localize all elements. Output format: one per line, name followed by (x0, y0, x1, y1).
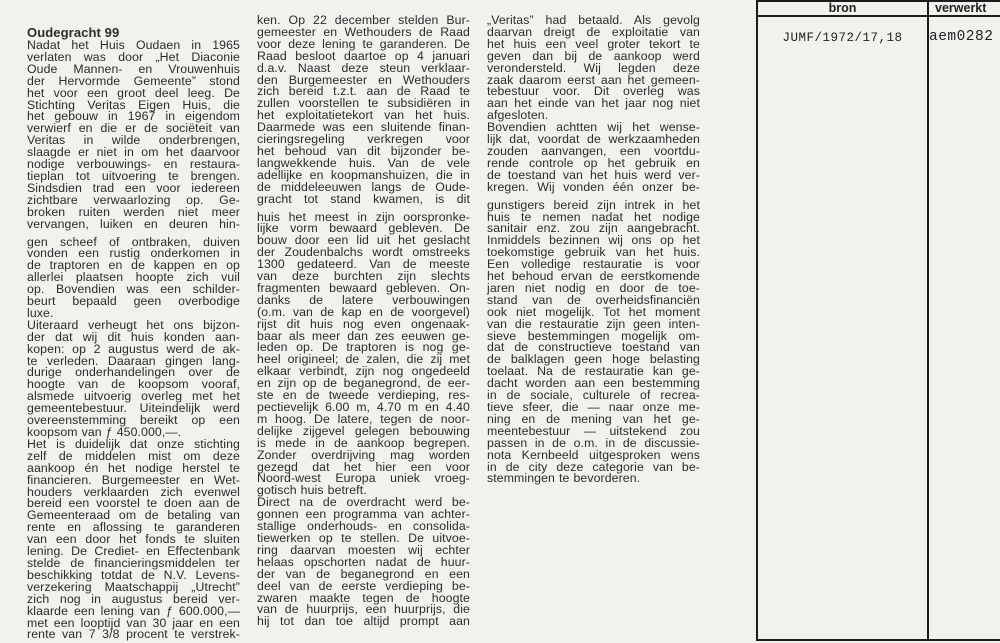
paragraph (257, 209, 470, 498)
text-line: ste en de tweede verdieping, res- (257, 388, 470, 403)
article-column-1 (27, 27, 240, 641)
text-line: verzekering Maatschappij „Utrecht” (27, 579, 240, 594)
text-line: gen scheef of ontbraken, duiven (27, 234, 240, 249)
text-line: lijke vorm bewaard gebleven. De (257, 221, 470, 236)
text-line: rijst dit huis nog even ongenaak- (257, 316, 470, 331)
text-line: gemeentebestuur. Uiteindelijk werd (27, 401, 240, 416)
register-header-verwerkt: verwerkt (935, 1, 987, 15)
text-line: Sindsdien trad een voor iedereen (27, 180, 240, 195)
text-line: huis het meest in zijn oorspronke- (257, 209, 470, 224)
text-line: daarvan dreigt de exploitatie van (487, 24, 700, 39)
text-line: van een door het fonds te sluiten (27, 532, 240, 547)
text-line: Oude Mannen- en Vrouwenhuis (27, 61, 240, 76)
text-line: afgesloten. (487, 108, 549, 123)
register-value-bron: JUMF/1972/17,18 (782, 31, 903, 45)
text-line: baar als meer dan zes eeuwen ge- (257, 328, 470, 343)
text-line: delijke zijgevel gelegen bebouwing (257, 423, 470, 438)
register-value-verwerkt: aem0282 (929, 29, 994, 45)
text-line: van die restauratie zijn geen inten- (487, 316, 700, 331)
text-line: vonden een rustig onderkomen in (27, 246, 240, 261)
text-line: tieve sfeer, die — naar onze me- (487, 400, 700, 414)
text-line: danks de latere verbouwingen (257, 292, 470, 307)
paragraph (27, 40, 240, 231)
text-line: lening. De Crediet- en Effectenbank (27, 544, 240, 559)
text-line: klaarde een lening van ƒ 600.000,— (27, 603, 240, 618)
text-line: het huis een veel groter tekort te (487, 36, 700, 51)
text-line: toelaat. Na de restauratie kan ge- (487, 364, 700, 379)
text-line: Bovendien achtten wij het wense- (487, 120, 700, 135)
text-line: Veritas in wilde onderbrengen, (27, 133, 240, 148)
text-line: m hoog. De latere, tegen de noor- (257, 411, 470, 426)
text-line: rente en aflossing te garanderen (27, 520, 240, 535)
text-line: der van de beganegrond en een (257, 566, 470, 581)
text-line: cieringsregeling verkregen voor (257, 132, 470, 147)
text-line: lijk dat, voordat de werkzaamheden (487, 132, 700, 147)
text-line: toekomstige gebruik van het huis. (487, 245, 700, 260)
text-line: de middeleeuwen langs de Oude- (257, 179, 470, 194)
text-line: (o.m. van de kap en de voorgevel) (257, 304, 470, 319)
text-line: jaren niet nodig en door de toe- (487, 280, 700, 295)
text-line: gonnen een programma van achter- (257, 507, 470, 522)
text-line: gemeester en Wethouders de Raad (257, 24, 470, 39)
article-heading: Oudegracht 99 (27, 25, 120, 40)
text-line: stand van de overheidsfinanciën (487, 292, 700, 307)
register-table (756, 0, 1000, 641)
text-line: geven dan bij de aankoop werd (487, 48, 700, 63)
text-line: is mede in de aankoop begrepen. (257, 435, 470, 450)
text-line: nota Kernbeeld uitgesproken wens (487, 447, 700, 462)
text-line: elkaar verbindt, zijn nog ongedeeld (257, 364, 470, 379)
text-line: passen in de o.m. in de discussie- (487, 435, 700, 450)
paragraph (27, 234, 240, 320)
text-line: in de sociale, culturele of recrea- (487, 388, 700, 403)
text-line: ken. Op 22 december stelden Bur- (257, 13, 470, 27)
text-line: ring daarvan moesten wij echter (257, 542, 470, 557)
text-line: de traptoren en de kappen en op (27, 258, 240, 273)
text-line: het behoud ervan de eerstkomende (487, 269, 700, 284)
text-line: Direct na de overdracht werd be- (257, 495, 470, 510)
text-line: zich nog in augustus bereid ver- (27, 591, 240, 606)
text-line: „Veritas” had betaald. Als gevolg (487, 13, 700, 27)
paragraph (257, 497, 470, 628)
text-line: verondersteld. Wij legden deze (487, 60, 700, 75)
text-line: financieren. Burgemeester en Wet- (27, 472, 240, 487)
text-line: rente van 7 3/8 procent te verstrek- (27, 627, 240, 642)
text-line: bereid een voorstel te doen aan de (27, 496, 240, 511)
text-line: heel origineel; de zalen, die zij met (257, 352, 470, 367)
text-line: slaagde er niet in om het daarvoor (27, 145, 240, 160)
text-line: tieplan tot uitvoering te brengen. (27, 168, 240, 183)
text-line: gotisch huis betreft. (257, 483, 367, 498)
text-line: bouw door een lid uit het geslacht (257, 233, 470, 248)
text-line: met een looptijd van 30 jaar en een (27, 615, 240, 630)
text-line: het voor een groot deel leeg. De (27, 85, 240, 100)
text-line: allerlei plaatsen hoopte zich vuil (27, 270, 240, 285)
text-line: in de city deze categorie van be- (487, 459, 700, 474)
text-line: zwaren maakte tegen de hoogte (257, 590, 470, 605)
text-line: Stichting Veritas Eigen Huis, die (27, 97, 240, 112)
text-line: Een volledige restauratie is voor (487, 257, 700, 272)
text-line: beurt bepaald geen overbodige (27, 294, 240, 309)
paragraph (487, 197, 700, 486)
text-line: vervangen, luiken en deuren hin- (27, 216, 240, 231)
text-line: tiewerken op te stellen. De uitvoe- (257, 530, 470, 545)
text-line: het behoud van dit bijzonder be- (257, 143, 470, 158)
text-line: der Hervormde Gemeente” stond (27, 73, 240, 88)
text-line: de balklagen geen hoge belasting (487, 352, 700, 367)
text-line: durige onderhandelingen over de (27, 365, 240, 380)
paragraph (487, 15, 700, 122)
text-line: Uiteraard verheugt het ons bijzon- (27, 317, 240, 332)
article-column-2 (257, 15, 470, 628)
text-line: fragmenten bewaard gebleven. On- (257, 280, 470, 295)
text-line: luxe. (27, 305, 54, 320)
text-line: beschikking totdat de N.V. Levens- (27, 567, 240, 582)
text-line: langwekkende huis. Van de vele (257, 155, 470, 170)
register-header-underline (758, 15, 1000, 17)
text-line: ning en de mening van het ge- (487, 411, 700, 426)
text-line: dacht worden aan een bestemming (487, 376, 700, 391)
text-line: Noord-west Europa uniek vroeg- (257, 471, 470, 486)
paragraph (487, 122, 700, 193)
text-line: Inmiddels bezinnen wij ons op het (487, 233, 700, 248)
text-line: Gemeenteraad om de betaling van (27, 508, 240, 523)
text-line: den Burgemeester en Wethouders (257, 72, 470, 87)
text-line: adellijke en koopmanshuizen, die in (257, 167, 470, 182)
text-line: alsmede uitvoerig overleg met het (27, 389, 240, 404)
text-line: meentebestuur — uitstekend zou (487, 423, 700, 438)
text-line: gracht tot stand kwamen, is dit (257, 191, 470, 206)
text-line: gunstigers bereid zijn intrek in het (487, 197, 700, 212)
paragraph (257, 15, 470, 206)
text-line: zelf de middelen mist om deze (27, 448, 240, 463)
text-line: kopen: op 2 augustus werd de ak- (27, 341, 240, 356)
text-line: de toestand van het huis werd ver- (487, 167, 700, 182)
article-column-3 (487, 15, 700, 485)
text-line: en zijn op de beganegrond, de eer- (257, 376, 470, 391)
text-line: pectievelijk 6.00 m, 4.70 m en 4.40 (257, 400, 470, 414)
text-line: zullen voorstellen te subsidiëren in (257, 96, 470, 111)
text-line: verwierf en die er de sociëteit van (27, 121, 240, 136)
text-line: gezegd dat het hier een voor (257, 459, 470, 474)
text-line: Daarmede was een sluitende finan- (257, 120, 470, 135)
text-line: hoogte van de koopsom vooraf, (27, 377, 240, 392)
register-header-bron: bron (828, 1, 857, 15)
register-column-divider (927, 2, 929, 639)
text-line: sanitair enz. zou zijn aangebracht. (487, 221, 700, 236)
text-line: voor deze lening te garanderen. De (257, 36, 470, 51)
text-line: rende controle op het gebruik en (487, 155, 700, 170)
text-line: helaas opschorten nadat de huur- (257, 554, 470, 569)
text-line: d.a.v. Naast deze steun verklaar- (257, 60, 470, 75)
text-line: zich bereid t.z.t. aan de Raad te (257, 84, 470, 99)
text-line: kregen. Wij vonden één onzer be- (487, 179, 700, 194)
text-line: stelde de financieringsmiddelen ter (27, 555, 240, 570)
text-line: zichtbare verwaarlozing op. Ge- (27, 192, 240, 207)
text-line: deel van de eerste verdieping be- (257, 578, 470, 593)
text-line: van de huurprijs, een huurprijs, die (257, 602, 470, 617)
text-line: aankoop én het nodige herstel te (27, 460, 240, 475)
text-line: broken ruiten werden niet meer (27, 204, 240, 219)
text-line: 1300 gedateerd. Van de meeste (257, 257, 470, 272)
text-line: hij tot dan toe altijd prompt aan (257, 614, 470, 629)
text-line: verlaten was door „Het Diaconie (27, 49, 240, 64)
text-line: Het is duidelijk dat onze stichting (27, 436, 240, 451)
paragraph (27, 436, 240, 642)
text-line: het exploitatietekort van het huis. (257, 108, 470, 123)
text-line: stallige onderhouds- en consolida- (257, 519, 470, 534)
text-line: der dat wij dit huis konden aan- (27, 329, 240, 344)
text-line: leden op. De traptoren is nog ge- (257, 340, 470, 355)
text-line: aan het einde van het jaar nog niet (487, 96, 700, 111)
text-line: ook niet mogelijk. Tot het moment (487, 304, 700, 319)
text-line: houders verklaarden zich evenwel (27, 484, 240, 499)
text-line: het gebouw in 1967 in eigendom (27, 109, 240, 124)
text-line: dat de constructieve toestand van (487, 340, 700, 355)
text-line: tebestuur voor. Dit overleg was (487, 84, 700, 99)
text-line: Zonder overdrijving mag worden (257, 447, 470, 462)
text-line: der Zoudenbalchs wordt omstreeks (257, 245, 470, 260)
text-line: van deze burchten zijn slechts (257, 269, 470, 284)
text-line: sieve bestemmingen mogelijk om- (487, 328, 700, 343)
text-line: zouden aanvangen, een voortdu- (487, 143, 700, 158)
text-line: Nadat het Huis Oudaen in 1965 (27, 38, 240, 52)
text-line: koopsom van ƒ 450.000,—. (27, 425, 182, 439)
text-line: nodige verbouwings- en restaura- (27, 157, 240, 172)
text-line: Raad besloot daartoe op 4 januari (257, 48, 470, 63)
text-line: op. Bovendien was een schilder- (27, 282, 240, 297)
text-line: stemmingen te bevorderen. (487, 471, 641, 486)
text-line: te verleden. Daaraan gingen lang- (27, 353, 240, 368)
paragraph (27, 317, 240, 439)
text-line: zaak daarom eerst aan het gemeen- (487, 72, 700, 87)
text-line: huis te nemen nadat het nodige (487, 209, 700, 224)
text-line: overeenstemming bereikt op een (27, 413, 240, 428)
